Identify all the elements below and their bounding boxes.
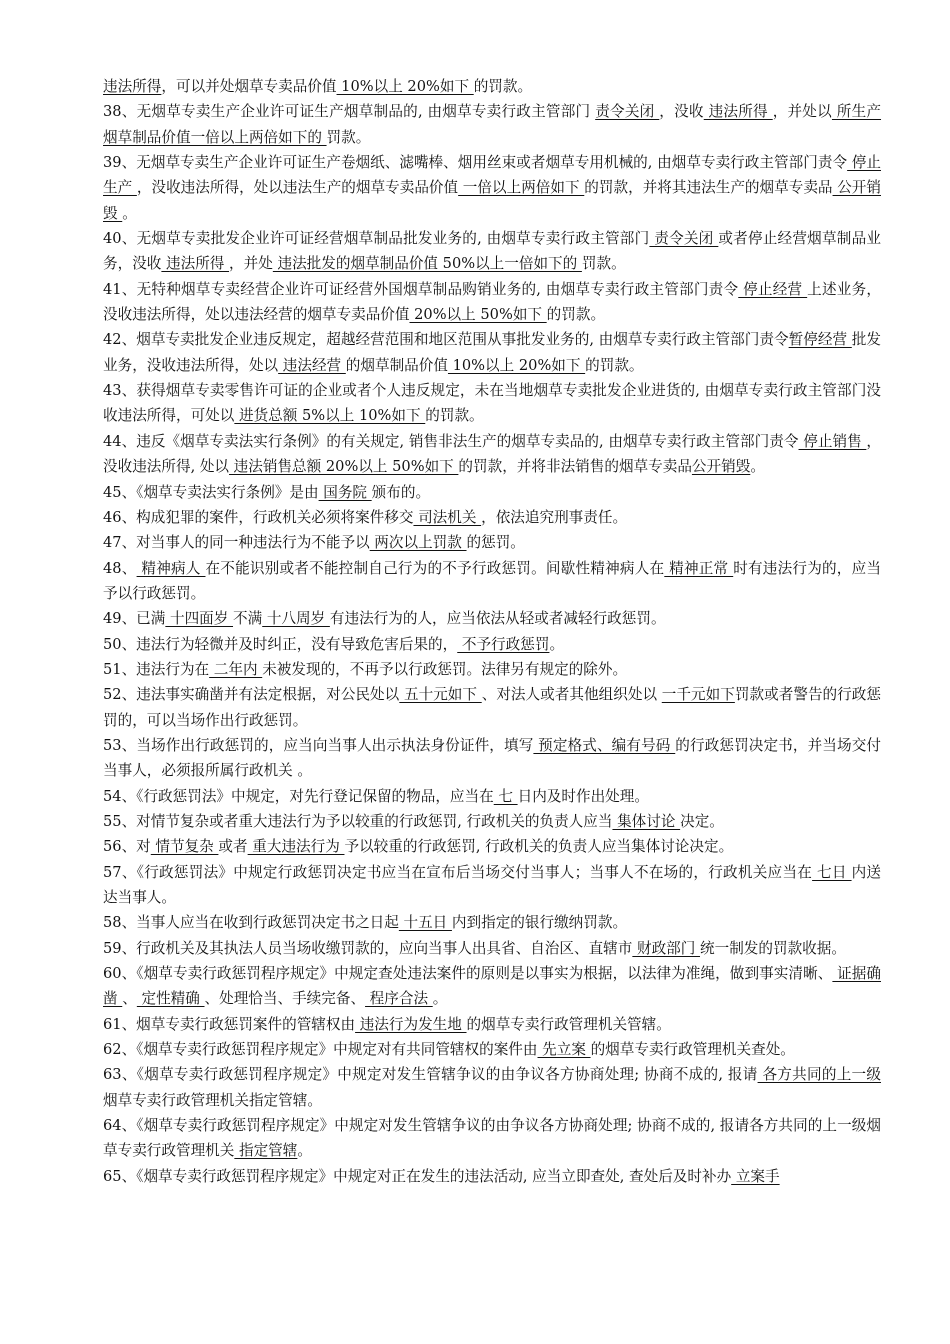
question-text: 51、违法行为在 bbox=[103, 660, 210, 678]
answer-blank: 各方共同的上一级 bbox=[757, 1066, 881, 1084]
question-paragraph bbox=[103, 429, 881, 480]
question-text: 的烟草专卖行政管理机关管辖。 bbox=[466, 1015, 671, 1033]
answer-blank: 国务院 bbox=[318, 483, 372, 501]
question-text: 40、无烟草专卖批发企业许可证经营烟草制品批发业务的, 由烟草专卖行政主管部门 bbox=[103, 230, 650, 248]
answer-blank: 违法所得 bbox=[161, 255, 230, 273]
answer-blank: 违法所得 bbox=[103, 78, 162, 95]
question-text: 59、行政机关及其执法人员当场收缴罚款的，应向当事人出具省、自治区、直辖市 bbox=[103, 939, 633, 957]
answer-blank: 先立案 bbox=[537, 1041, 591, 1059]
answer-blank: 违法经营 bbox=[278, 356, 346, 374]
answer-blank: 程序合法 bbox=[365, 990, 433, 1008]
question-paragraph bbox=[103, 1164, 881, 1189]
question-text: ，并处 bbox=[229, 255, 273, 273]
question-paragraph bbox=[103, 327, 881, 378]
question-text: 65、《烟草专卖行政惩罚程序规定》中规定对正在发生的违法活动, 应当立即查处, 查处后及时补办 bbox=[103, 1167, 732, 1185]
question-paragraph bbox=[103, 910, 881, 935]
question-paragraph bbox=[103, 505, 881, 530]
question-text: 烟草专卖行政管理机关指定管辖。 bbox=[103, 1091, 322, 1109]
question-paragraph bbox=[103, 556, 881, 607]
answer-blank: 10%以上 20%如下 bbox=[336, 78, 474, 95]
answer-blank: 进货总额 5%以上 10%如下 bbox=[234, 407, 426, 425]
question-paragraph bbox=[103, 682, 881, 733]
question-text: 64、《烟草专卖行政惩罚程序规定》中规定对发生管辖争议的由争议各方协商处理; 协商不成的, 报请各方共同的上一级烟草专卖行政管理机关 bbox=[103, 1117, 881, 1160]
answer-blank: 精神病人 bbox=[136, 559, 206, 577]
answer-blank: 公开销毁 bbox=[691, 458, 751, 476]
question-text: 54、《行政惩罚法》中规定，对先行登记保留的物品，应当在 bbox=[103, 787, 494, 805]
question-text: 、处理恰当、手续完备、 bbox=[204, 990, 366, 1008]
question-text: 43、获得烟草专卖零售许可证的企业或者个人违反规定，未在当地烟草专卖批发企业进货的, 由烟草专卖行政主管部门没收违法所得，可处以 bbox=[103, 382, 881, 425]
question-text: 的罚款。 bbox=[473, 78, 533, 95]
question-text: 的烟草专卖行政管理机关查处。 bbox=[590, 1041, 795, 1059]
answer-blank: 司法机关 bbox=[413, 508, 482, 526]
question-text: 不满 bbox=[233, 610, 263, 628]
question-text: 46、构成犯罪的案件，行政机关必须将案件移交 bbox=[103, 508, 414, 526]
answer-blank: 两次以上罚款 bbox=[369, 534, 467, 552]
question-text: 。 bbox=[122, 204, 137, 222]
question-paragraph bbox=[103, 226, 881, 277]
question-text: 予以较重的行政惩罚, 行政机关的负责人应当集体讨论决定。 bbox=[344, 838, 734, 856]
answer-blank: 违法批发的烟草制品价值 50%以上一倍如下的 bbox=[272, 255, 582, 273]
question-text: 上述业务，没收违法所得，处以违法经营的烟草专卖品价值 bbox=[103, 280, 881, 324]
question-text: 决定。 bbox=[680, 812, 724, 830]
question-paragraph bbox=[103, 1012, 881, 1037]
answer-blank: 违法销售总额 20%以上 50%如下 bbox=[229, 458, 459, 476]
answer-blank: 财政部门 bbox=[632, 939, 701, 957]
answer-blank: 停止经营 bbox=[738, 280, 808, 298]
answer-blank: 集体讨论 bbox=[612, 812, 681, 830]
question-text: 58、当事人应当在收到行政惩罚决定书之日起 bbox=[103, 914, 399, 932]
answer-blank: 指定管辖 bbox=[234, 1142, 298, 1160]
question-text: 47、对当事人的同一种违法行为不能予以 bbox=[103, 534, 370, 552]
question-text: ，可以并处烟草专卖品价值 bbox=[161, 78, 337, 95]
question-text: 的罚款。 bbox=[585, 356, 644, 374]
answer-blank: 五十元如下 bbox=[399, 686, 482, 704]
question-paragraph bbox=[103, 1062, 881, 1113]
answer-blank: 十四面岁 bbox=[165, 610, 234, 628]
question-text: ，没收违法所得，处以违法生产的烟草专卖品价值 bbox=[136, 179, 459, 197]
answer-blank: 精神正常 bbox=[664, 559, 734, 577]
question-paragraph bbox=[103, 1113, 881, 1164]
question-text: 44、违反《烟草专卖法实行条例》的有关规定, 销售非法生产的烟草专卖品的, 由烟草专卖行政主管部门责令 bbox=[103, 432, 799, 450]
question-text: 的罚款，并将非法销售的烟草专卖品 bbox=[458, 458, 692, 476]
answer-blank: 一倍以上两倍如下 bbox=[458, 179, 585, 197]
question-text: 63、《烟草专卖行政惩罚程序规定》中规定对发生管辖争议的由争议各方协商处理; 协商不成的, 报请 bbox=[103, 1066, 758, 1084]
question-paragraph bbox=[103, 378, 881, 429]
question-text: ，依法追究刑事责任。 bbox=[481, 508, 628, 526]
question-text: 的罚款。 bbox=[546, 306, 606, 324]
answer-blank: 停止生产 bbox=[103, 154, 881, 197]
question-text: 批发业务，没收违法所得，处以 bbox=[103, 331, 881, 374]
answer-blank: 停止销售 bbox=[798, 432, 867, 450]
question-text: 60、《烟草专卖行政惩罚程序规定》中规定查处违法案件的原则是以事实为根据，以法律为准绳，做到事实清晰、 bbox=[103, 965, 833, 983]
question-text: ，没收违法所得, 处以 bbox=[103, 432, 881, 476]
question-text: 时有违法行为的，应当予以行政惩罚。 bbox=[103, 559, 881, 602]
question-text: 56、对 bbox=[103, 838, 151, 856]
question-paragraph bbox=[103, 74, 881, 99]
question-text: 的烟草制品价值 bbox=[345, 356, 448, 374]
question-text: 45、《烟草专卖法实行条例》是由 bbox=[103, 483, 319, 501]
answer-blank: 定性精确 bbox=[136, 990, 205, 1008]
question-paragraph bbox=[103, 150, 881, 226]
question-text: 。 bbox=[549, 635, 565, 653]
question-paragraph bbox=[103, 606, 881, 631]
question-text: 未被发现的，不再予以行政惩罚。法律另有规定的除外。 bbox=[262, 660, 628, 678]
answer-blank: 七日 bbox=[812, 863, 852, 881]
answer-blank: 10%以上 20%如下 bbox=[447, 356, 586, 374]
answer-blank: 预定格式、编有号码 bbox=[533, 736, 676, 754]
question-text: 颁布的。 bbox=[371, 483, 431, 501]
question-text: 的罚款。 bbox=[425, 407, 484, 425]
answer-blank: 违法行为发生地 bbox=[355, 1015, 467, 1033]
question-paragraph bbox=[103, 961, 881, 1012]
question-text: 内到指定的银行缴纳罚款。 bbox=[451, 914, 628, 932]
question-text: 42、烟草专卖批发企业违反规定，超越经营范围和地区范围从事批发业务的, 由烟草专卖行政主管部门责令 bbox=[103, 331, 789, 349]
question-text: 49、已满 bbox=[103, 610, 166, 628]
question-paragraph bbox=[103, 480, 881, 505]
answer-blank: 不予行政惩罚 bbox=[457, 635, 550, 653]
question-text: 在不能识别或者不能控制自己行为的不予行政惩罚。间歇性精神病人在 bbox=[205, 559, 665, 577]
question-text: 的行政惩罚决定书，并当场交付当事人，必须报所属行政机关 。 bbox=[103, 736, 881, 780]
answer-blank: 所生产烟草制品价值一倍以上两倍如下的 bbox=[103, 103, 882, 146]
question-text: 有违法行为的人，应当依法从轻或者减轻行政惩罚。 bbox=[329, 610, 666, 628]
question-text: 61、烟草专卖行政惩罚案件的管辖权由 bbox=[103, 1015, 356, 1033]
question-text: 38、无烟草专卖生产企业许可证生产烟草制品的, 由烟草专卖行政主管部门 bbox=[103, 103, 596, 121]
question-paragraph bbox=[103, 657, 881, 682]
question-text: ，没收 bbox=[659, 103, 704, 121]
question-paragraph bbox=[103, 834, 881, 859]
answer-blank: 二年内 bbox=[209, 660, 263, 678]
question-text: 39、无烟草专卖生产企业许可证生产卷烟纸、滤嘴棒、烟用丝束或者烟草专用机械的, 由烟草专卖行政主管部门责令 bbox=[103, 154, 848, 172]
question-text: 罚款。 bbox=[326, 128, 371, 146]
question-paragraph bbox=[103, 530, 881, 555]
question-paragraph bbox=[103, 277, 881, 328]
question-text: 48、 bbox=[103, 559, 137, 577]
question-paragraph bbox=[103, 784, 881, 809]
question-text: 日内及时作出处理。 bbox=[517, 787, 649, 805]
question-text: 55、对情节复杂或者重大违法行为予以较重的行政惩罚, 行政机关的负责人应当 bbox=[103, 812, 613, 830]
question-text: ，并处以 bbox=[772, 103, 832, 121]
question-paragraph bbox=[103, 733, 881, 784]
question-text: 62、《烟草专卖行政惩罚程序规定》中规定对有共同管辖权的案件由 bbox=[103, 1041, 538, 1059]
answer-blank: 责令关闭 bbox=[595, 103, 660, 121]
question-text: 、 bbox=[122, 990, 137, 1008]
question-text: 内送达当事人。 bbox=[103, 863, 881, 906]
answer-blank: 立案手 bbox=[731, 1167, 780, 1185]
question-text: 或者停止经营烟草制品业务，没收 bbox=[103, 230, 881, 273]
question-paragraph bbox=[103, 1037, 881, 1062]
answer-blank: 证据确凿 bbox=[103, 965, 881, 1008]
question-paragraph bbox=[103, 860, 881, 911]
answer-blank: 20%以上 50%如下 bbox=[409, 306, 547, 324]
question-text: 罚款或者警告的行政惩罚的，可以当场作出行政惩罚。 bbox=[103, 686, 881, 729]
answer-blank: 一千元如下 bbox=[661, 686, 735, 704]
question-text: 的罚款，并将其违法生产的烟草专卖品 bbox=[584, 179, 833, 197]
answer-blank: 公开销毁 bbox=[103, 179, 881, 222]
answer-blank: 责令关闭 bbox=[649, 230, 719, 248]
question-text: 41、无特种烟草专卖经营企业许可证经营外国烟草制品购销业务的, 由烟草专卖行政主管部门责令 bbox=[103, 280, 739, 298]
answer-blank: 重大违法行为 bbox=[247, 838, 345, 856]
question-paragraph bbox=[103, 809, 881, 834]
answer-blank: 十八周岁 bbox=[262, 610, 330, 628]
question-text: 或者 bbox=[218, 838, 248, 856]
question-text: 53、当场作出行政惩罚的，应当向当事人出示执法身份证件，填写 bbox=[103, 736, 534, 754]
question-paragraph bbox=[103, 632, 881, 657]
question-text: 52、违法事实确凿并有法定根据，对公民处以 bbox=[103, 686, 400, 704]
question-text: 。 bbox=[432, 990, 448, 1008]
question-text: 57、《行政惩罚法》中规定行政惩罚决定书应当在宣布后当场交付当事人；当事人不在场的，行政机关应当在 bbox=[103, 863, 813, 881]
question-paragraph bbox=[103, 936, 881, 961]
question-text: 统一制发的罚款收据。 bbox=[700, 939, 846, 957]
answer-blank: 情节复杂 bbox=[150, 838, 219, 856]
question-text: 。 bbox=[750, 458, 765, 476]
question-text: 的惩罚。 bbox=[466, 534, 525, 552]
question-text: 罚款。 bbox=[581, 255, 626, 273]
question-paragraph bbox=[103, 99, 881, 150]
answer-blank: 七 bbox=[493, 787, 518, 805]
document-body bbox=[103, 74, 881, 1189]
answer-blank: 暂停经营 bbox=[788, 331, 852, 349]
question-text: 50、违法行为轻微并及时纠正，没有导致危害后果的， bbox=[103, 635, 458, 653]
question-text: 、对法人或者其他组织处以 bbox=[481, 686, 662, 704]
question-text: 。 bbox=[297, 1142, 312, 1160]
answer-blank: 十五日 bbox=[398, 914, 452, 932]
answer-blank: 违法所得 bbox=[703, 103, 773, 121]
